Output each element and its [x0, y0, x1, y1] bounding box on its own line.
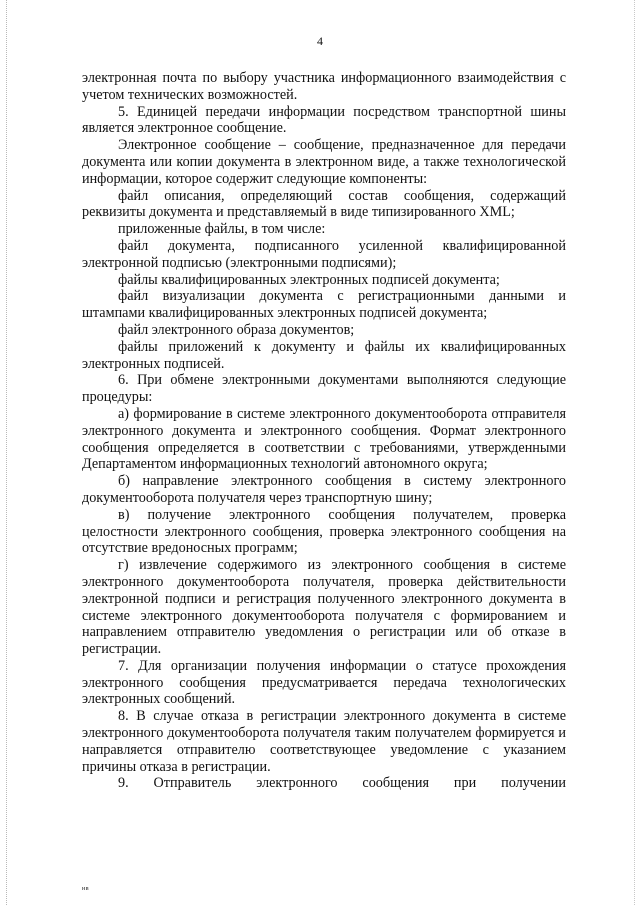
page-number: 4 [317, 34, 323, 48]
paragraph-6: 6. При обмене электронными документами выполняются следующие процедуры: [82, 372, 566, 406]
paragraph-6a: а) формирование в системе электронного документооборота отправителя электронного документа и электронного сообщения. Формат электронного сообщения определяется в соответствии с требованиями, утвержденными Департаментом информационных технологий автономного округа; [82, 405, 566, 473]
paragraph-image-file: файл электронного образа документов; [118, 321, 355, 338]
paragraph-5: 5. Единицей передачи информации посредством транспортной шины является электронное сообщение. [82, 103, 566, 137]
paragraph-attached-files: приложенные файлы, в том числе: [118, 221, 326, 238]
paragraph-visualization-file: файл визуализации документа с регистрационными данными и штампами квалифицированных электронных подписей документа; [82, 288, 566, 322]
paragraph-description-file: файл описания, определяющий состав сообщения, содержащий реквизиты документа и представляемый в виде типизированного XML; [82, 187, 566, 221]
paragraph-7: 7. Для организации получения информации о статусе прохождения электронного сообщения предусматривается передача технологических электронных сообщений. [82, 657, 566, 708]
paragraph-continued: электронная почта по выбору участника информационного взаимодействия с учетом технических возможностей. [82, 70, 566, 103]
paragraph-attachment-files: файлы приложений к документу и файлы их квалифицированных электронных подписей. [82, 338, 566, 372]
paragraph-6b: б) направление электронного сообщения в систему электронного документооборота получателя через транспортную шину; [82, 473, 566, 506]
paragraph-9: 9. Отправитель электронного сообщения при получении [118, 775, 566, 792]
page-edge-right [634, 0, 636, 905]
paragraph-8: 8. В случае отказа в регистрации электронного документа в системе электронного документооборота получателя таким получателем формируется и направляется отправителю соответствующее уведомление с указанием причины отказа в регистрации. [82, 708, 566, 775]
document-body [82, 70, 566, 792]
paragraph-6v: в) получение электронного сообщения получателем, проверка целостности электронного сообщения, проверка электронного сообщения на отсутствие вредоносных программ; [82, 506, 566, 557]
paragraph-signature-files: файлы квалифицированных электронных подписей документа; [118, 271, 500, 288]
paragraph-document-file: файл документа, подписанного усиленной квалифицированной электронной подписью (электронными подписями); [82, 237, 566, 271]
page-edge-left [6, 0, 8, 905]
paragraph-6g: г) извлечение содержимого из электронного сообщения в системе электронного документооборота получателя, проверка действительности электронной подписи и регистрация полученного электронного документа в системе электронного документооборота получателя с формированием и направлением отправителю уведомления о регистрации или об отказе в регистрации. [82, 557, 566, 658]
paragraph-message-definition: Электронное сообщение – сообщение, предназначенное для передачи документа или копии документа в электронном виде, а также технологической информации, которое содержит следующие компоненты: [82, 137, 566, 187]
footer-mark: нв [82, 886, 90, 892]
